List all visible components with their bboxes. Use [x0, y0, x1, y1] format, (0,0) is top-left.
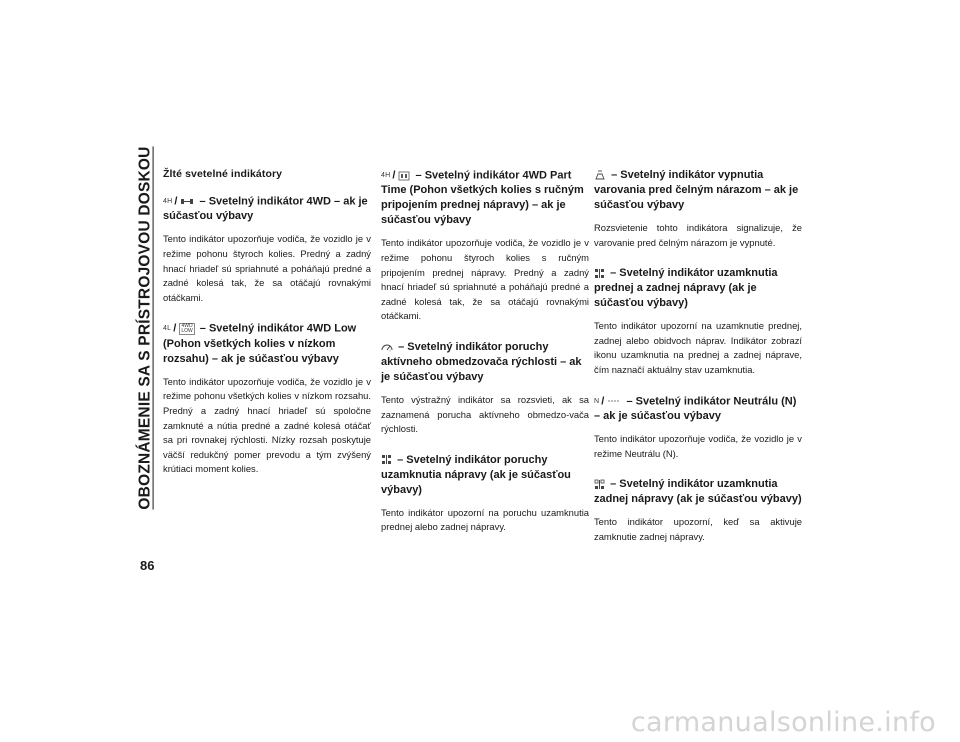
body-forward-collision-off: Rozsvietenie tohto indikátora signalizuje, že varovanie pred čelným nárazom je vypnuté. [594, 222, 802, 248]
sidebar-title-wrapper [124, 118, 168, 538]
heading-4wd: 4H / – Svetelný indikátor 4WD – ak je súčasťou výbavy [163, 195, 368, 223]
forward-collision-off-icon [594, 170, 606, 181]
rear-axle-lock-icon [594, 479, 605, 490]
drivetrain-icon [180, 198, 194, 205]
heading-4wd-low: 4L / 4WD LOW – Svetelný indikátor 4WD Low (Pohon všetkých kolies v nízkom rozsahu) – ak je súčasťou výbavy [163, 322, 357, 365]
body-rear-axle-lock: Tento indikátor upozorní, keď sa aktivuje zamknutie zadnej nápravy. [594, 516, 802, 542]
page-number: 86 [140, 558, 155, 573]
body-4wd: Tento indikátor upozorňuje vodiča, že vozidlo je v režime pohonu štyroch kolies. Predný a zadný hnací hriadeľ sú spriahnuté a poháňajú predné a zadné kolesá tak, že sa otáčajú rovnakými otáčkami. [163, 233, 371, 303]
column-1 [163, 168, 371, 493]
svg-text:!: ! [389, 348, 391, 353]
heading-axle-lock-fault: – Svetelný indikátor poruchy uzamknutia nápravy (ak je súčasťou výbavy) [381, 453, 571, 496]
heading-speed-limiter: ! – Svetelný indikátor poruchy aktívneho obmedzovača rýchlosti – ak je súčasťou výbavy [381, 340, 582, 383]
heading-neutral: N / – Svetelný indikátor Neutrálu (N) – ak je súčasťou výbavy [594, 394, 797, 422]
body-4wd-low: Tento indikátor upozorňuje vodiča, že vozidlo je v režime pohonu všetkých kolies v nízkom rozsahu. Predný a zadný hnací hriadeľ sú spoločne zamknuté a nútia predné a zadné kolesá otáčať sa pri rovnakej rýchlosti. Nízky rozsah poskytuje väčší redukčný pomer prevodu a tým zvýšený krútiaci moment kolies. [163, 375, 371, 475]
speed-limiter-icon [381, 342, 393, 352]
body-speed-limiter: Tento výstražný indikátor sa rozsvieti, ak sa zaznamená porucha aktívneho obmedzo-vača rýchlosti. [381, 393, 589, 435]
4l-icon: 4L [163, 325, 172, 333]
4h-icon: 4H [163, 198, 173, 205]
neutral-drivetrain-icon [607, 398, 621, 404]
axle-lock-icon [594, 268, 605, 279]
4wd-part-time-icon: 4H [381, 172, 391, 179]
drivetrain-part-icon [398, 171, 410, 181]
body-axle-lock-front-rear: Tento indikátor upozorní na uzamknutie prednej, zadnej alebo obidvoch náprav. Indikátor zobrazí ikonu uzamknutia na prednej a zadnej náprave, čím naznačí aktuálny stav uzamknutia. [594, 320, 802, 375]
heading-axle-lock-front-rear: – Svetelný indikátor uzamknutia prednej a zadnej nápravy (ak je súčasťou výbavy) [594, 267, 778, 310]
body-neutral: Tento indikátor upozorňuje vodiča, že vozidlo je v režime Neutrálu (N). [594, 432, 802, 459]
column-2 [381, 168, 589, 551]
axle-lock-fault-icon [381, 454, 392, 465]
neutral-icon: N [594, 397, 600, 405]
section-heading: Žlté svetelné indikátory [163, 168, 283, 180]
watermark: carmanualsonline.info [630, 707, 936, 738]
sidebar-title: OBOZNÁMENIE SA S PRÍSTROJOVOU DOSKOU [137, 146, 155, 510]
heading-forward-collision-off: – Svetelný indikátor vypnutia varovania pred čelným nárazom – ak je súčasťou výbavy [594, 169, 799, 211]
4wd-low-icon: 4WD LOW [181, 322, 193, 334]
column-3 [594, 168, 802, 560]
heading-rear-axle-lock: – Svetelný indikátor uzamknutia zadnej nápravy (ak je súčasťou výbavy) [594, 478, 802, 506]
body-axle-lock-fault: Tento indikátor upozorní na poruchu uzamknutia prednej alebo zadnej nápravy. [381, 506, 589, 533]
heading-4wd-part-time: 4H / – Svetelný indikátor 4WD Part Time (Pohon všetkých kolies s ručným pripojením prednej nápravy) – ak je súčasťou výbavy [381, 169, 584, 227]
body-4wd-part-time: Tento indikátor upozorňuje vodiča, že vozidlo je v režime pohonu štyroch kolies s ručným pripojením prednej nápravy. Predný a zadný hnací hriadeľ sú spriahnuté a poháňajú predné a zadné kolesá tak, že sa otáčajú rovnakými otáčkami. [381, 237, 589, 322]
